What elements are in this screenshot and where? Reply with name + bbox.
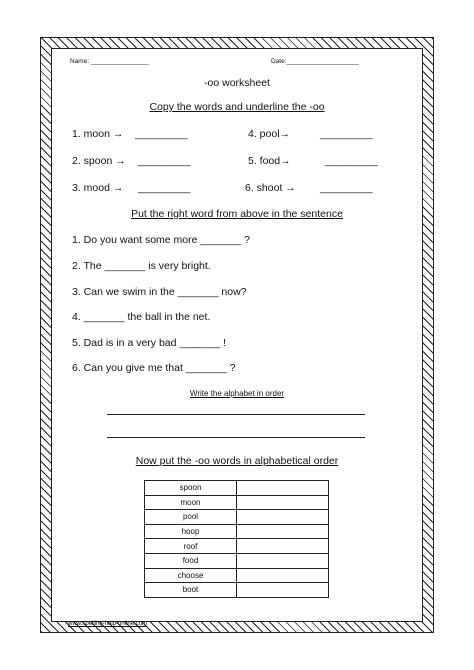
sentence-2: 2. The _______ is very bright.: [72, 260, 211, 272]
table-row: [145, 553, 329, 568]
answer-cell: [237, 495, 329, 510]
table-row: [145, 481, 329, 496]
alphabetical-order-table: [144, 480, 329, 598]
word-cell: roof: [145, 539, 237, 554]
sentence-5: 5. Dad is in a very bad _______ !: [72, 337, 227, 349]
copy-item-5: 5. food→: [248, 155, 291, 167]
word-cell: moon: [145, 495, 237, 510]
sentence-3: 3. Can we swim in the _______ now?: [72, 286, 247, 298]
word-cell: food: [145, 553, 237, 568]
sentence-4: 4. _______ the ball in the net.: [72, 311, 211, 323]
copy-item-4: 4. pool→: [248, 128, 291, 140]
word-cell: spoon: [145, 481, 237, 496]
copy-item-1: 1. moon →: [72, 128, 124, 140]
sentence-6: 6. Can you give me that _______ ?: [72, 362, 236, 374]
sentence-1: 1. Do you want some more _______ ?: [72, 234, 251, 246]
copy-item-6: 6. shoot →: [245, 182, 296, 194]
copy-item-3-blank: _________: [138, 182, 191, 194]
copy-item-4-blank: _________: [320, 128, 373, 140]
copy-item-2: 2. spoon →: [72, 155, 126, 167]
table-row: [145, 495, 329, 510]
answer-cell: [237, 553, 329, 568]
table-row: [145, 539, 329, 554]
word-cell: pool: [145, 510, 237, 525]
alphabet-writing-line-1: [107, 414, 365, 415]
section-alphabetical-heading: Now put the -oo words in alphabetical order: [135, 455, 339, 467]
answer-cell: [237, 583, 329, 598]
section-copy-heading: Copy the words and underline the -oo: [149, 101, 325, 113]
name-field: Name: ________________: [70, 58, 149, 65]
word-cell: hoop: [145, 524, 237, 539]
worksheet-title: -oo worksheet: [204, 77, 270, 89]
table-row: [145, 583, 329, 598]
alphabet-writing-line-2: [107, 437, 365, 438]
footer-website-link[interactable]: www.spelling-help-online.com: [68, 621, 148, 627]
table-row: [145, 524, 329, 539]
copy-item-3: 3. mood →: [72, 182, 124, 194]
word-cell: boot: [145, 583, 237, 598]
date-field: Date:____________________: [271, 58, 359, 65]
copy-item-6-blank: _________: [320, 182, 373, 194]
word-cell: choose: [145, 568, 237, 583]
copy-item-5-blank: _________: [325, 155, 378, 167]
copy-item-1-blank: _________: [135, 128, 188, 140]
copy-item-2-blank: _________: [138, 155, 191, 167]
answer-cell: [237, 524, 329, 539]
table-row: [145, 510, 329, 525]
answer-cell: [237, 510, 329, 525]
section-sentence-heading: Put the right word from above in the sentence: [131, 208, 343, 220]
table-row: [145, 568, 329, 583]
answer-cell: [237, 481, 329, 496]
section-alphabet-heading: Write the alphabet in order: [189, 389, 285, 398]
answer-cell: [237, 568, 329, 583]
answer-cell: [237, 539, 329, 554]
